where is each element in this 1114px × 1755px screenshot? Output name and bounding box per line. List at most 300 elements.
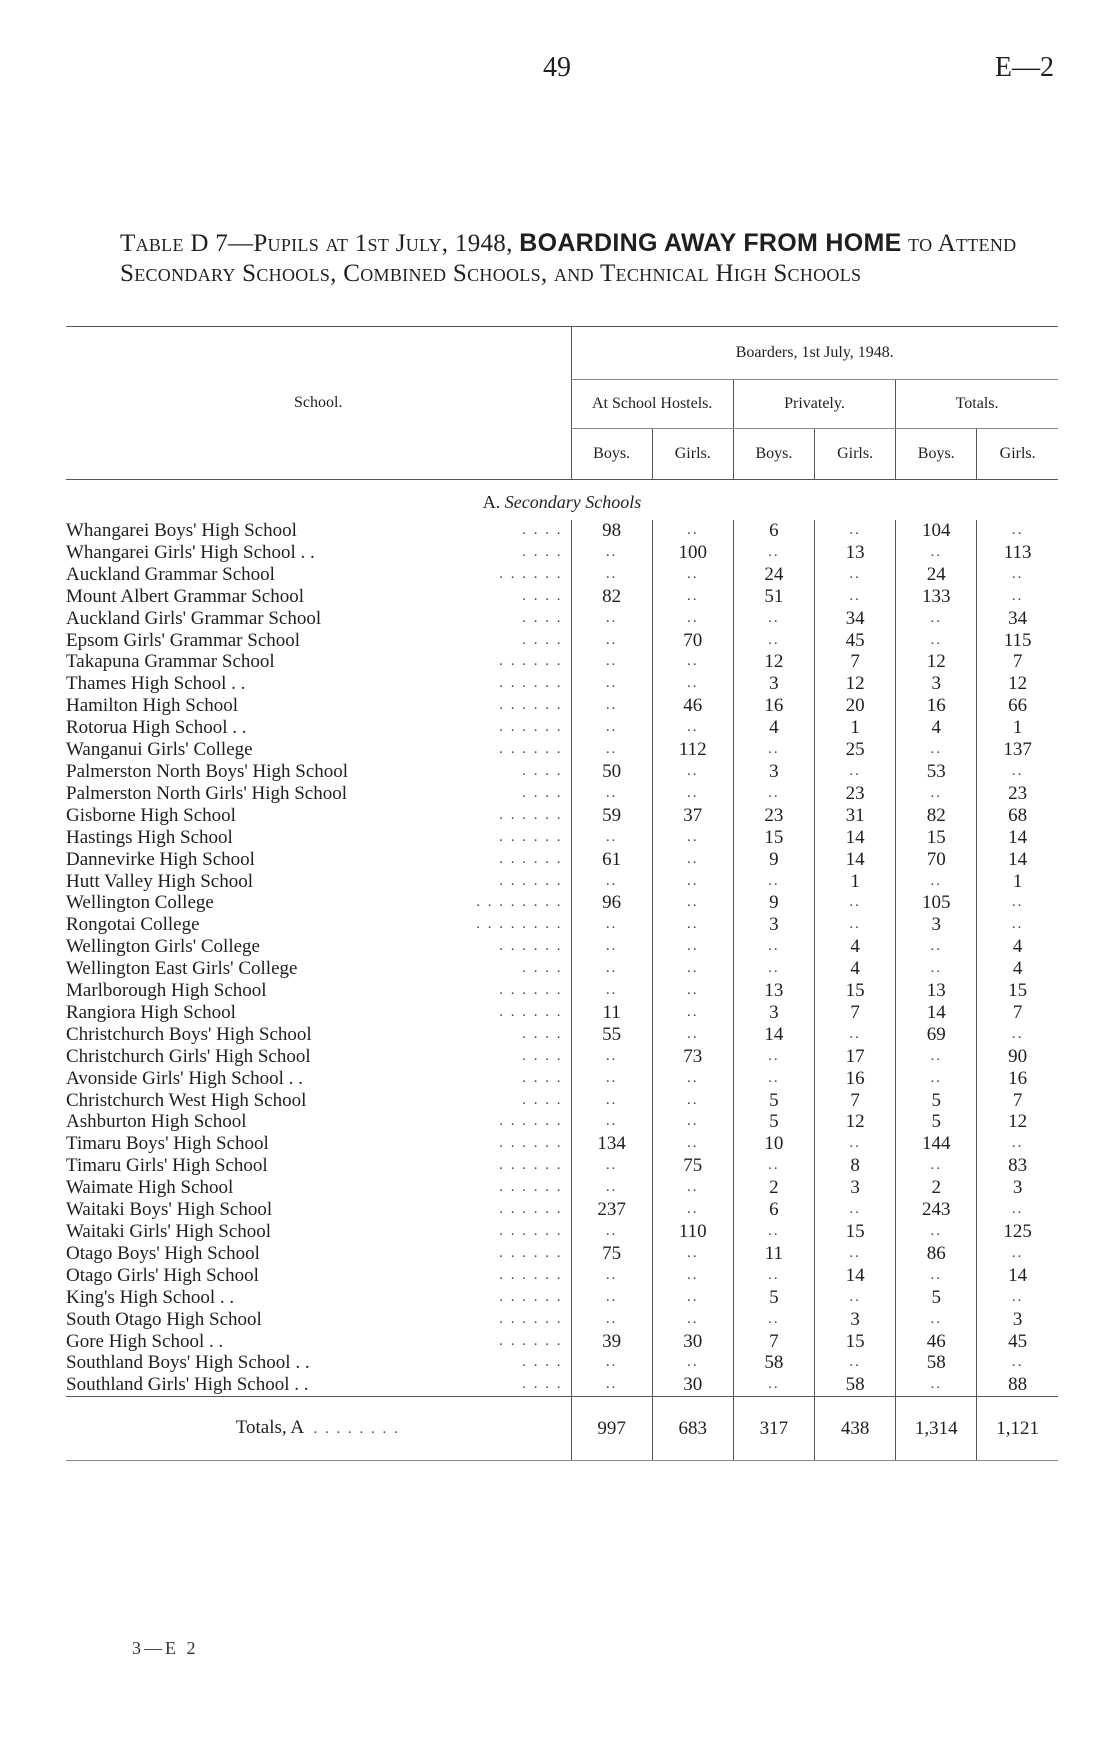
cell-hostel-boys: 50	[571, 761, 652, 783]
cell-private-girls: ..	[814, 1024, 895, 1046]
cell-private-girls: 7	[814, 1002, 895, 1024]
cell-hostel-girls: ..	[652, 1243, 733, 1265]
cell-hostel-girls: ..	[652, 564, 733, 586]
cell-hostel-girls: ..	[652, 914, 733, 936]
cell-total-boys: 15	[896, 827, 977, 849]
cell-total-girls: ..	[977, 1024, 1058, 1046]
school-name-cell	[66, 1287, 571, 1309]
cell-hostel-boys: ..	[571, 980, 652, 1002]
cell-total-girls: ..	[977, 586, 1058, 608]
total-private-boys: 317	[733, 1397, 814, 1461]
cell-hostel-boys: 75	[571, 1243, 652, 1265]
cell-hostel-boys: ..	[571, 673, 652, 695]
document-code: E—2	[994, 52, 1054, 83]
cell-private-girls: 14	[814, 849, 895, 871]
cell-total-girls: 4	[977, 958, 1058, 980]
cell-total-boys: 243	[896, 1199, 977, 1221]
cell-total-girls: 12	[977, 673, 1058, 695]
cell-hostel-girls: ..	[652, 827, 733, 849]
total-hostel-boys: 997	[571, 1397, 652, 1461]
table-row	[66, 1046, 1058, 1068]
cell-private-boys: ..	[733, 739, 814, 761]
dot-leader: . . . . . .	[499, 828, 563, 845]
cell-private-boys: ..	[733, 783, 814, 805]
cell-hostel-boys: 59	[571, 805, 652, 827]
cell-hostel-girls: ..	[652, 761, 733, 783]
cell-total-boys: 53	[896, 761, 977, 783]
table-row	[66, 1331, 1058, 1353]
dot-leader: . . . . . .	[499, 1113, 563, 1130]
total-hostel-girls: 683	[652, 1397, 733, 1461]
cell-private-girls: 1	[814, 871, 895, 893]
table-title	[120, 228, 1060, 289]
table-row	[66, 630, 1058, 652]
school-name: Marlborough High School	[66, 980, 267, 1002]
school-name-cell	[66, 520, 571, 542]
school-name: Gore High School . .	[66, 1330, 224, 1352]
cell-private-boys: ..	[733, 1309, 814, 1331]
dot-leader: . . . . . .	[499, 938, 563, 955]
cell-hostel-girls: ..	[652, 520, 733, 542]
cell-total-boys: 82	[896, 805, 977, 827]
table-row	[66, 739, 1058, 761]
cell-hostel-boys: ..	[571, 651, 652, 673]
cell-hostel-boys: 39	[571, 1331, 652, 1353]
cell-private-boys: 16	[733, 695, 814, 717]
cell-private-boys: 13	[733, 980, 814, 1002]
cell-private-boys: ..	[733, 608, 814, 630]
dot-leader: . . . . . .	[499, 872, 563, 889]
cell-private-girls: 12	[814, 1111, 895, 1133]
cell-private-girls: ..	[814, 761, 895, 783]
cell-total-girls: ..	[977, 1352, 1058, 1374]
dot-leader: . . . . . .	[499, 1201, 563, 1218]
cell-total-girls: ..	[977, 1287, 1058, 1309]
table-row	[66, 1374, 1058, 1396]
school-name-cell	[66, 849, 571, 871]
school-name-cell	[66, 586, 571, 608]
cell-hostel-boys: ..	[571, 827, 652, 849]
cell-private-girls: 15	[814, 1221, 895, 1243]
table-row	[66, 1287, 1058, 1309]
section-heading	[66, 480, 1058, 520]
school-column-header: School.	[294, 394, 343, 411]
cell-total-boys: 13	[896, 980, 977, 1002]
cell-total-girls: 137	[977, 739, 1058, 761]
cell-hostel-boys: ..	[571, 958, 652, 980]
cell-total-boys: 16	[896, 695, 977, 717]
cell-total-boys: ..	[896, 1374, 977, 1396]
dot-leader: . . . .	[522, 762, 563, 779]
cell-private-girls: 7	[814, 651, 895, 673]
school-name: Timaru Boys' High School	[66, 1133, 269, 1155]
cell-private-boys: 14	[733, 1024, 814, 1046]
table-row	[66, 564, 1058, 586]
cell-total-girls: ..	[977, 1243, 1058, 1265]
cell-hostel-boys: ..	[571, 1090, 652, 1112]
dot-leader: . . . .	[522, 1047, 563, 1064]
cell-hostel-boys: ..	[571, 1221, 652, 1243]
school-name-cell	[66, 783, 571, 805]
cell-hostel-boys: 11	[571, 1002, 652, 1024]
cell-private-girls: 15	[814, 980, 895, 1002]
dot-leader: . . . .	[522, 609, 563, 626]
cell-private-girls: ..	[814, 520, 895, 542]
dot-leader: . . . . . .	[499, 1332, 563, 1349]
school-name: King's High School . .	[66, 1286, 235, 1308]
cell-total-girls: ..	[977, 914, 1058, 936]
totals-row	[66, 1397, 1058, 1461]
dot-leader: . . . . . .	[499, 1244, 563, 1261]
school-name-cell	[66, 914, 571, 936]
school-name-cell	[66, 1002, 571, 1024]
cell-hostel-girls: ..	[652, 1024, 733, 1046]
cell-private-girls: 13	[814, 542, 895, 564]
cell-private-girls: 3	[814, 1309, 895, 1331]
cell-hostel-boys: ..	[571, 630, 652, 652]
dot-leader: . . . . . .	[499, 565, 563, 582]
school-name: Wanganui Girls' College	[66, 739, 253, 761]
school-name: Waimate High School	[66, 1177, 234, 1199]
cell-total-girls: 115	[977, 630, 1058, 652]
school-name: Auckland Grammar School	[66, 563, 275, 585]
cell-total-girls: 15	[977, 980, 1058, 1002]
table-row	[66, 695, 1058, 717]
cell-total-boys: ..	[896, 542, 977, 564]
cell-private-boys: 9	[733, 892, 814, 914]
cell-private-girls: 23	[814, 783, 895, 805]
cell-hostel-girls: ..	[652, 673, 733, 695]
cell-private-girls: ..	[814, 586, 895, 608]
table-row	[66, 673, 1058, 695]
cell-hostel-girls: ..	[652, 586, 733, 608]
section-heading-row	[66, 480, 1058, 520]
cell-total-girls: ..	[977, 1199, 1058, 1221]
school-name-cell	[66, 1374, 571, 1396]
group-header-hostels: At School Hostels.	[571, 380, 733, 429]
cell-hostel-girls: ..	[652, 892, 733, 914]
dot-leader: . . . .	[522, 1025, 563, 1042]
cell-hostel-girls: ..	[652, 1287, 733, 1309]
cell-total-boys: 46	[896, 1331, 977, 1353]
school-name-cell	[66, 1352, 571, 1374]
cell-hostel-girls: 112	[652, 739, 733, 761]
cell-total-boys: 105	[896, 892, 977, 914]
cell-total-girls: ..	[977, 520, 1058, 542]
dot-leader: . . . . . .	[499, 1003, 563, 1020]
cell-hostel-boys: 61	[571, 849, 652, 871]
cell-total-girls: ..	[977, 564, 1058, 586]
cell-total-boys: 12	[896, 651, 977, 673]
school-name-cell	[66, 1177, 571, 1199]
school-name-cell	[66, 1309, 571, 1331]
subheader-private-girls: Girls.	[814, 429, 895, 480]
cell-total-boys: 70	[896, 849, 977, 871]
school-name: Christchurch Boys' High School	[66, 1023, 312, 1045]
cell-hostel-girls: ..	[652, 1265, 733, 1287]
cell-total-boys: 5	[896, 1111, 977, 1133]
cell-total-girls: 68	[977, 805, 1058, 827]
dot-leader: . . . . . .	[499, 1135, 563, 1152]
cell-hostel-boys: ..	[571, 1046, 652, 1068]
cell-hostel-girls: ..	[652, 717, 733, 739]
cell-hostel-girls: 30	[652, 1331, 733, 1353]
school-name-cell	[66, 871, 571, 893]
dot-leader: . . . . . .	[499, 1223, 563, 1239]
school-name: Auckland Girls' Grammar School	[66, 607, 322, 629]
cell-total-girls: 14	[977, 1265, 1058, 1287]
cell-hostel-girls: 70	[652, 630, 733, 652]
school-name: Avonside Girls' High School . .	[66, 1067, 303, 1089]
cell-total-girls: 113	[977, 542, 1058, 564]
cell-total-boys: ..	[896, 608, 977, 630]
dot-leader: . . . .	[522, 522, 563, 538]
school-name-cell	[66, 739, 571, 761]
table-row	[66, 608, 1058, 630]
cell-hostel-girls: 30	[652, 1374, 733, 1396]
table-row	[66, 542, 1058, 564]
cell-hostel-girls: 75	[652, 1155, 733, 1177]
cell-total-girls: ..	[977, 1133, 1058, 1155]
table-row	[66, 651, 1058, 673]
cell-private-boys: ..	[733, 936, 814, 958]
table-row	[66, 1155, 1058, 1177]
cell-private-boys: ..	[733, 542, 814, 564]
dot-leader: . . . . . .	[499, 697, 563, 714]
cell-private-boys: 6	[733, 1199, 814, 1221]
cell-hostel-boys: 96	[571, 892, 652, 914]
cell-private-girls: 8	[814, 1155, 895, 1177]
table-row	[66, 1243, 1058, 1265]
table-row	[66, 805, 1058, 827]
cell-hostel-boys: ..	[571, 1287, 652, 1309]
cell-hostel-girls: ..	[652, 980, 733, 1002]
cell-total-boys: ..	[896, 783, 977, 805]
cell-private-girls: ..	[814, 564, 895, 586]
dot-leader: . . . .	[522, 1091, 563, 1108]
page-number: 49	[543, 52, 571, 83]
school-name-cell	[66, 1243, 571, 1265]
cell-total-boys: 3	[896, 673, 977, 695]
school-name: Gisborne High School	[66, 804, 236, 826]
cell-hostel-girls: ..	[652, 608, 733, 630]
cell-private-girls: 25	[814, 739, 895, 761]
dot-leader: . . . .	[522, 587, 563, 604]
table-row	[66, 827, 1058, 849]
cell-private-boys: 5	[733, 1090, 814, 1112]
totals-label-cell	[66, 1397, 571, 1461]
dot-leader: . . . .	[522, 1354, 563, 1371]
cell-private-girls: 12	[814, 673, 895, 695]
cell-private-girls: 58	[814, 1374, 895, 1396]
cell-total-boys: 2	[896, 1177, 977, 1199]
school-name: Hastings High School	[66, 826, 233, 848]
cell-private-boys: 58	[733, 1352, 814, 1374]
cell-hostel-girls: ..	[652, 1111, 733, 1133]
school-name-cell	[66, 892, 571, 914]
cell-hostel-boys: ..	[571, 695, 652, 717]
cell-hostel-girls: ..	[652, 783, 733, 805]
table-row	[66, 783, 1058, 805]
school-name-cell	[66, 1265, 571, 1287]
totals-label: Totals, A	[235, 1417, 305, 1439]
school-name-cell	[66, 1133, 571, 1155]
dot-leader: . . . . . .	[499, 1157, 563, 1174]
table-row	[66, 871, 1058, 893]
cell-hostel-boys: ..	[571, 1352, 652, 1374]
cell-total-boys: 14	[896, 1002, 977, 1024]
dot-leader: . . . . . . . .	[476, 916, 563, 933]
school-name: Hutt Valley High School	[66, 870, 254, 892]
cell-hostel-boys: 82	[571, 586, 652, 608]
dot-leader: . . . .	[522, 543, 563, 560]
cell-private-boys: 10	[733, 1133, 814, 1155]
school-name-cell	[66, 805, 571, 827]
dot-leader: . . . . . .	[499, 1310, 563, 1327]
title-part-1: Table D 7—Pupils at 1st July, 1948,	[120, 230, 520, 257]
cell-private-girls: 14	[814, 1265, 895, 1287]
cell-private-boys: 3	[733, 1002, 814, 1024]
table-row	[66, 1024, 1058, 1046]
table-row	[66, 1111, 1058, 1133]
cell-hostel-girls: ..	[652, 651, 733, 673]
cell-private-boys: ..	[733, 1221, 814, 1243]
cell-hostel-girls: ..	[652, 958, 733, 980]
cell-private-boys: 2	[733, 1177, 814, 1199]
cell-total-girls: 3	[977, 1177, 1058, 1199]
cell-private-girls: ..	[814, 1243, 895, 1265]
table-body	[66, 480, 1058, 1397]
cell-total-girls: 83	[977, 1155, 1058, 1177]
boarders-table-container	[66, 326, 1058, 1461]
cell-hostel-boys: ..	[571, 871, 652, 893]
cell-private-girls: 4	[814, 958, 895, 980]
cell-hostel-girls: 37	[652, 805, 733, 827]
table-row	[66, 1309, 1058, 1331]
cell-total-girls: 7	[977, 1002, 1058, 1024]
school-name-cell	[66, 827, 571, 849]
cell-total-girls: 125	[977, 1221, 1058, 1243]
school-name: Rangiora High School	[66, 1001, 236, 1023]
cell-hostel-girls: 110	[652, 1221, 733, 1243]
school-name: Christchurch West High School	[66, 1089, 307, 1111]
cell-hostel-boys: ..	[571, 936, 652, 958]
cell-total-boys: ..	[896, 739, 977, 761]
cell-total-boys: 5	[896, 1287, 977, 1309]
table-row	[66, 849, 1058, 871]
table-row	[66, 958, 1058, 980]
cell-private-girls: 4	[814, 936, 895, 958]
school-name-cell	[66, 630, 571, 652]
cell-hostel-girls: ..	[652, 1199, 733, 1221]
cell-private-boys: 3	[733, 914, 814, 936]
total-all-boys: 1,314	[896, 1397, 977, 1461]
school-name: Otago Boys' High School	[66, 1242, 260, 1264]
cell-hostel-boys: ..	[571, 542, 652, 564]
cell-hostel-girls: ..	[652, 1309, 733, 1331]
subheader-total-girls: Girls.	[977, 429, 1058, 480]
total-all-girls: 1,121	[977, 1397, 1058, 1461]
cell-private-girls: 34	[814, 608, 895, 630]
cell-total-boys: ..	[896, 630, 977, 652]
dot-leader: . . . . . .	[499, 675, 563, 692]
cell-total-boys: ..	[896, 958, 977, 980]
cell-private-boys: 23	[733, 805, 814, 827]
school-name-cell	[66, 958, 571, 980]
school-name-cell	[66, 1024, 571, 1046]
school-name-cell	[66, 1090, 571, 1112]
cell-private-girls: 14	[814, 827, 895, 849]
cell-total-girls: 1	[977, 717, 1058, 739]
cell-total-boys: 69	[896, 1024, 977, 1046]
cell-private-girls: ..	[814, 892, 895, 914]
school-name: Dannevirke High School	[66, 848, 255, 870]
school-name-cell	[66, 695, 571, 717]
school-name-cell	[66, 717, 571, 739]
table-row	[66, 1177, 1058, 1199]
cell-total-girls: 88	[977, 1374, 1058, 1396]
school-name: Waitaki Boys' High School	[66, 1199, 273, 1221]
cell-total-boys: 24	[896, 564, 977, 586]
cell-private-girls: 45	[814, 630, 895, 652]
school-name-cell	[66, 1046, 571, 1068]
school-name-cell	[66, 1155, 571, 1177]
cell-hostel-girls: 100	[652, 542, 733, 564]
school-name: South Otago High School	[66, 1308, 262, 1330]
cell-hostel-boys: ..	[571, 914, 652, 936]
school-name-cell	[66, 936, 571, 958]
section-letter: A.	[482, 492, 501, 513]
school-name-cell	[66, 673, 571, 695]
group-header-totals: Totals.	[896, 380, 1058, 429]
cell-private-girls: 3	[814, 1177, 895, 1199]
footer-signature: 3—E 2	[132, 1638, 199, 1658]
school-name: Palmerston North Boys' High School	[66, 760, 349, 782]
table-row	[66, 1352, 1058, 1374]
cell-total-boys: ..	[896, 1221, 977, 1243]
cell-total-boys: ..	[896, 871, 977, 893]
cell-total-girls: 66	[977, 695, 1058, 717]
cell-total-girls: 1	[977, 871, 1058, 893]
cell-hostel-boys: ..	[571, 564, 652, 586]
cell-private-boys: ..	[733, 871, 814, 893]
cell-private-girls: ..	[814, 1199, 895, 1221]
table-row	[66, 717, 1058, 739]
cell-hostel-boys: ..	[571, 1265, 652, 1287]
school-name: Hamilton High School	[66, 695, 239, 717]
cell-total-girls: ..	[977, 761, 1058, 783]
cell-total-boys: 104	[896, 520, 977, 542]
school-name-cell	[66, 1221, 571, 1243]
cell-total-girls: 7	[977, 1090, 1058, 1112]
cell-private-boys: 3	[733, 673, 814, 695]
cell-total-girls: 45	[977, 1331, 1058, 1353]
dot-leader: . . . . . .	[499, 1288, 563, 1305]
school-name-cell	[66, 1111, 571, 1133]
dot-leader: . . . . . .	[499, 741, 563, 758]
school-name: Thames High School . .	[66, 673, 246, 695]
dot-leader: . . . . . .	[499, 653, 563, 670]
cell-total-boys: 4	[896, 717, 977, 739]
table-row	[66, 1199, 1058, 1221]
cell-hostel-boys: ..	[571, 1374, 652, 1396]
school-name-cell	[66, 1199, 571, 1221]
subheader-private-boys: Boys.	[733, 429, 814, 480]
school-name-cell	[66, 1068, 571, 1090]
dot-leader: . . . . . .	[499, 1179, 563, 1196]
table-row	[66, 914, 1058, 936]
school-name: Wellington College	[66, 892, 214, 914]
